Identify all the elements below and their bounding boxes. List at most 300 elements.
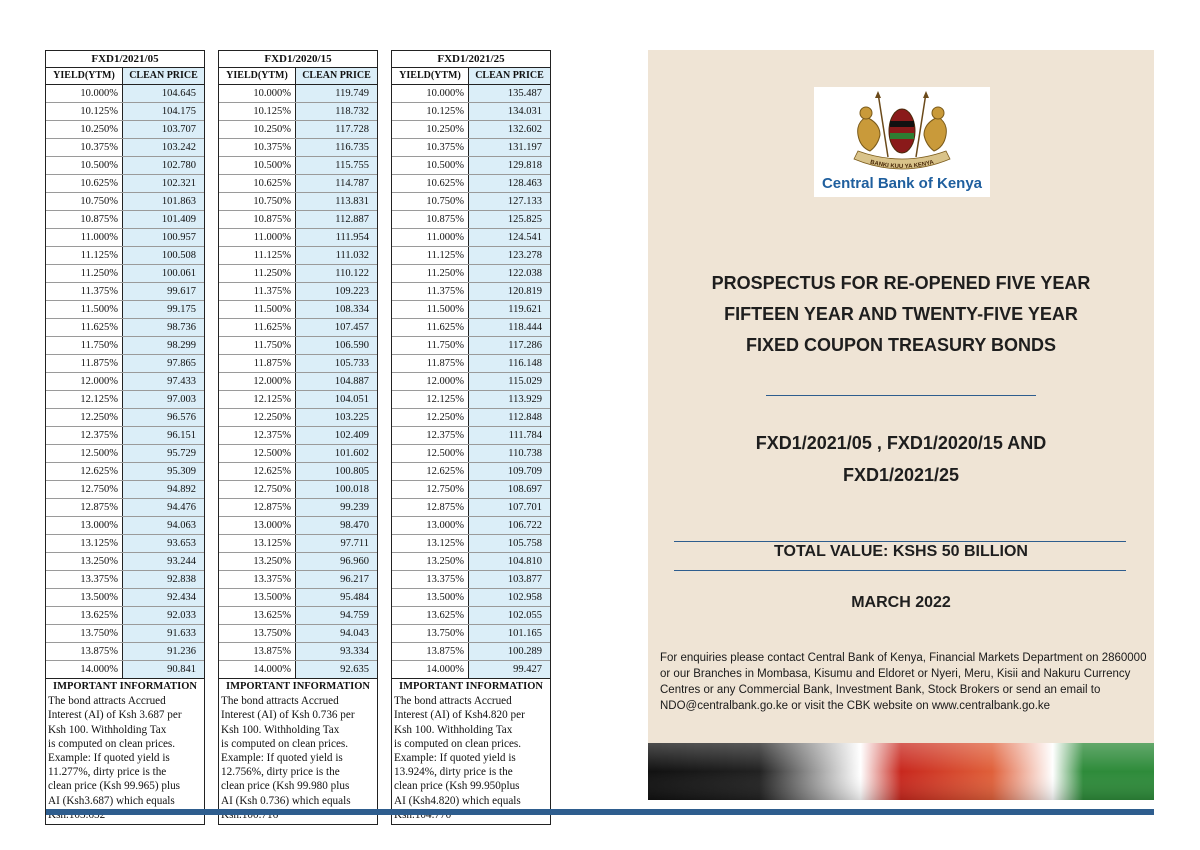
table-row [46, 391, 204, 409]
table-row [219, 103, 377, 121]
clean-price-cell: 97.433 [123, 373, 204, 390]
table-row [46, 103, 204, 121]
table-row [219, 229, 377, 247]
clean-price-cell: 129.818 [469, 157, 550, 174]
yield-cell: 11.875% [46, 355, 123, 372]
yield-cell: 12.375% [219, 427, 296, 444]
table-row [219, 247, 377, 265]
table-row [219, 481, 377, 499]
yield-cell: 13.625% [392, 607, 469, 624]
yield-cell: 10.625% [46, 175, 123, 192]
yield-cell: 13.625% [219, 607, 296, 624]
yield-cell: 11.000% [219, 229, 296, 246]
bond-codes [648, 427, 1154, 491]
yield-cell: 13.000% [219, 517, 296, 534]
clean-price-cell: 134.031 [469, 103, 550, 120]
clean-price-cell: 131.197 [469, 139, 550, 156]
clean-price-cell: 115.029 [469, 373, 550, 390]
yield-cell: 11.500% [392, 301, 469, 318]
table-row [46, 553, 204, 571]
yield-cell: 10.625% [392, 175, 469, 192]
table-row [392, 553, 550, 571]
yield-cell: 12.250% [46, 409, 123, 426]
yield-cell: 14.000% [219, 661, 296, 678]
clean-price-cell: 99.617 [123, 283, 204, 300]
clean-price-cell: 111.954 [296, 229, 377, 246]
clean-price-column-header: CLEAN PRICE [469, 68, 550, 84]
table-row [46, 85, 204, 103]
yield-cell: 12.125% [46, 391, 123, 408]
table-row [219, 427, 377, 445]
clean-price-cell: 92.033 [123, 607, 204, 624]
yield-cell: 13.000% [392, 517, 469, 534]
yield-cell: 13.875% [392, 643, 469, 660]
clean-price-cell: 122.038 [469, 265, 550, 282]
table-row [392, 211, 550, 229]
clean-price-cell: 117.728 [296, 121, 377, 138]
clean-price-cell: 116.148 [469, 355, 550, 372]
yield-cell: 12.375% [46, 427, 123, 444]
yield-cell: 13.125% [46, 535, 123, 552]
divider [766, 395, 1036, 396]
clean-price-cell: 95.484 [296, 589, 377, 606]
total-value: TOTAL VALUE: KSHS 50 BILLION [774, 543, 1028, 560]
clean-price-cell: 98.299 [123, 337, 204, 354]
table-row [46, 139, 204, 157]
clean-price-cell: 108.697 [469, 481, 550, 498]
clean-price-cell: 105.758 [469, 535, 550, 552]
clean-price-cell: 93.244 [123, 553, 204, 570]
clean-price-cell: 124.541 [469, 229, 550, 246]
clean-price-cell: 91.633 [123, 625, 204, 642]
yield-cell: 12.000% [219, 373, 296, 390]
clean-price-cell: 100.018 [296, 481, 377, 498]
yield-cell: 13.250% [392, 553, 469, 570]
clean-price-cell: 99.239 [296, 499, 377, 516]
clean-price-cell: 128.463 [469, 175, 550, 192]
clean-price-cell: 109.709 [469, 463, 550, 480]
yield-cell: 12.250% [392, 409, 469, 426]
yield-cell: 12.875% [46, 499, 123, 516]
table-row [219, 373, 377, 391]
table-row [46, 625, 204, 643]
yield-cell: 10.000% [219, 85, 296, 102]
table-row [392, 355, 550, 373]
yield-cell: 11.125% [392, 247, 469, 264]
yield-cell: 11.625% [219, 319, 296, 336]
table-row [219, 85, 377, 103]
table-row [219, 499, 377, 517]
clean-price-cell: 110.738 [469, 445, 550, 462]
table-row [392, 661, 550, 679]
table-row [46, 337, 204, 355]
yield-cell: 13.500% [392, 589, 469, 606]
clean-price-cell: 101.602 [296, 445, 377, 462]
table-row [46, 265, 204, 283]
table-row [46, 427, 204, 445]
table-row [392, 517, 550, 535]
table-row [46, 175, 204, 193]
yield-column-header: YIELD(YTM) [392, 68, 469, 84]
yield-cell: 11.375% [392, 283, 469, 300]
table-row [219, 175, 377, 193]
yield-cell: 10.500% [46, 157, 123, 174]
yield-cell: 13.125% [219, 535, 296, 552]
clean-price-cell: 104.645 [123, 85, 204, 102]
table-row [219, 571, 377, 589]
yield-cell: 13.250% [46, 553, 123, 570]
clean-price-cell: 100.805 [296, 463, 377, 480]
clean-price-cell: 118.732 [296, 103, 377, 120]
clean-price-cell: 125.825 [469, 211, 550, 228]
clean-price-cell: 102.321 [123, 175, 204, 192]
table-row [46, 409, 204, 427]
clean-price-cell: 103.225 [296, 409, 377, 426]
table-row [392, 409, 550, 427]
yield-cell: 10.875% [46, 211, 123, 228]
clean-price-cell: 98.736 [123, 319, 204, 336]
yield-cell: 10.750% [46, 193, 123, 210]
clean-price-cell: 92.838 [123, 571, 204, 588]
clean-price-cell: 100.061 [123, 265, 204, 282]
clean-price-cell: 100.508 [123, 247, 204, 264]
yield-cell: 13.875% [219, 643, 296, 660]
table-row [392, 535, 550, 553]
clean-price-cell: 102.780 [123, 157, 204, 174]
table-row [46, 121, 204, 139]
clean-price-cell: 120.819 [469, 283, 550, 300]
yield-cell: 10.250% [219, 121, 296, 138]
bond-table-fxd1-2020-15 [218, 50, 378, 825]
table-row [392, 193, 550, 211]
table-row [392, 301, 550, 319]
yield-cell: 11.875% [392, 355, 469, 372]
yield-cell: 10.625% [219, 175, 296, 192]
clean-price-cell: 112.848 [469, 409, 550, 426]
clean-price-cell: 112.887 [296, 211, 377, 228]
table-row [392, 283, 550, 301]
yield-cell: 12.500% [392, 445, 469, 462]
yield-cell: 11.125% [46, 247, 123, 264]
yield-cell: 10.875% [392, 211, 469, 228]
yield-cell: 11.250% [219, 265, 296, 282]
clean-price-cell: 99.427 [469, 661, 550, 678]
table-row [219, 661, 377, 679]
yield-cell: 10.125% [219, 103, 296, 120]
clean-price-cell: 94.892 [123, 481, 204, 498]
clean-price-column-header: CLEAN PRICE [296, 68, 377, 84]
clean-price-cell: 106.590 [296, 337, 377, 354]
clean-price-column-header: CLEAN PRICE [123, 68, 204, 84]
table-row [392, 445, 550, 463]
divider [674, 570, 1126, 571]
clean-price-cell: 108.334 [296, 301, 377, 318]
yield-cell: 11.000% [46, 229, 123, 246]
divider [674, 541, 1126, 542]
table-row [219, 139, 377, 157]
table-row [46, 211, 204, 229]
table-row [392, 121, 550, 139]
clean-price-cell: 96.217 [296, 571, 377, 588]
title-line: PROSPECTUS FOR RE-OPENED FIVE YEAR [711, 273, 1091, 293]
important-information [219, 679, 377, 824]
table-row [219, 355, 377, 373]
table-row [219, 157, 377, 175]
yield-cell: 13.750% [392, 625, 469, 642]
table-row [46, 517, 204, 535]
yield-cell: 10.125% [46, 103, 123, 120]
clean-price-cell: 94.759 [296, 607, 377, 624]
clean-price-cell: 115.755 [296, 157, 377, 174]
table-row [219, 121, 377, 139]
clean-price-cell: 111.784 [469, 427, 550, 444]
clean-price-cell: 118.444 [469, 319, 550, 336]
yield-cell: 11.625% [46, 319, 123, 336]
yield-cell: 14.000% [392, 661, 469, 678]
title-line: FIFTEEN YEAR AND TWENTY-FIVE YEAR [724, 304, 1078, 324]
clean-price-cell: 123.278 [469, 247, 550, 264]
bond-table-title: FXD1/2021/25 [392, 51, 550, 68]
yield-cell: 13.500% [219, 589, 296, 606]
table-row [46, 355, 204, 373]
yield-cell: 13.875% [46, 643, 123, 660]
yield-cell: 13.125% [392, 535, 469, 552]
table-row [46, 481, 204, 499]
clean-price-cell: 100.957 [123, 229, 204, 246]
table-row [219, 517, 377, 535]
clean-price-cell: 105.733 [296, 355, 377, 372]
important-information-title: IMPORTANT INFORMATION [52, 681, 197, 692]
table-row [46, 373, 204, 391]
yield-cell: 10.375% [392, 139, 469, 156]
clean-price-cell: 107.701 [469, 499, 550, 516]
clean-price-cell: 98.470 [296, 517, 377, 534]
table-row [46, 229, 204, 247]
clean-price-cell: 117.286 [469, 337, 550, 354]
bond-rows [46, 85, 204, 679]
table-row [392, 229, 550, 247]
yield-cell: 10.500% [392, 157, 469, 174]
bond-rows [392, 85, 550, 679]
important-information [392, 679, 550, 824]
yield-cell: 12.500% [219, 445, 296, 462]
clean-price-cell: 113.929 [469, 391, 550, 408]
bond-table-fxd1-2021-05 [45, 50, 205, 825]
yield-cell: 13.625% [46, 607, 123, 624]
clean-price-cell: 91.236 [123, 643, 204, 660]
table-row [219, 391, 377, 409]
bond-table-header [46, 68, 204, 85]
yield-cell: 12.000% [392, 373, 469, 390]
clean-price-cell: 95.309 [123, 463, 204, 480]
clean-price-cell: 114.787 [296, 175, 377, 192]
clean-price-cell: 93.653 [123, 535, 204, 552]
clean-price-cell: 103.707 [123, 121, 204, 138]
yield-cell: 10.125% [392, 103, 469, 120]
yield-cell: 12.125% [219, 391, 296, 408]
yield-cell: 10.250% [46, 121, 123, 138]
clean-price-cell: 101.165 [469, 625, 550, 642]
yield-cell: 13.375% [219, 571, 296, 588]
yield-cell: 12.375% [392, 427, 469, 444]
clean-price-cell: 102.055 [469, 607, 550, 624]
yield-cell: 12.250% [219, 409, 296, 426]
important-information-text: The bond attracts Accrued Interest (AI) of Ksh 0.736 per Ksh 100. Withholding Tax is computed on clean prices. Example: If quoted yield is 12.756%, dirty price is the clean price (Ksh 99.980 plus AI (Ksh 0.736) which equals [221, 695, 355, 807]
table-row [219, 301, 377, 319]
clean-price-cell: 127.133 [469, 193, 550, 210]
important-information-title: IMPORTANT INFORMATION [398, 681, 543, 692]
footer-rule [46, 809, 1154, 815]
table-row [219, 643, 377, 661]
logo-label: Central Bank of Kenya [821, 175, 983, 192]
yield-cell: 12.750% [46, 481, 123, 498]
clean-price-cell: 92.635 [296, 661, 377, 678]
table-row [219, 193, 377, 211]
bond-table-header [219, 68, 377, 85]
table-row [392, 319, 550, 337]
clean-price-cell: 111.032 [296, 247, 377, 264]
yield-cell: 12.750% [392, 481, 469, 498]
yield-cell: 12.625% [219, 463, 296, 480]
table-row [46, 589, 204, 607]
table-row [392, 589, 550, 607]
clean-price-cell: 96.960 [296, 553, 377, 570]
coat-of-arms-icon [814, 87, 990, 175]
table-row [46, 157, 204, 175]
table-row [392, 463, 550, 481]
yield-cell: 12.875% [392, 499, 469, 516]
yield-cell: 11.125% [219, 247, 296, 264]
table-row [219, 607, 377, 625]
table-row [392, 643, 550, 661]
table-row [392, 103, 550, 121]
yield-cell: 10.750% [392, 193, 469, 210]
bond-rows [219, 85, 377, 679]
clean-price-cell: 90.841 [123, 661, 204, 678]
clean-price-cell: 94.063 [123, 517, 204, 534]
clean-price-cell: 119.749 [296, 85, 377, 102]
yield-cell: 10.000% [392, 85, 469, 102]
table-row [46, 499, 204, 517]
table-row [46, 247, 204, 265]
clean-price-cell: 93.334 [296, 643, 377, 660]
table-row [219, 409, 377, 427]
table-row [219, 265, 377, 283]
table-row [219, 337, 377, 355]
clean-price-cell: 132.602 [469, 121, 550, 138]
clean-price-cell: 97.865 [123, 355, 204, 372]
table-row [46, 535, 204, 553]
table-row [392, 391, 550, 409]
yield-cell: 11.375% [219, 283, 296, 300]
important-information-text: The bond attracts Accrued Interest (AI) of Ksh 3.687 per Ksh 100. Withholding Tax is computed on clean prices. Example: If quoted yield is 11.277%, dirty price is the clean price (Ksh 99.965) plus AI (Ksh3.687) which equals [48, 695, 182, 807]
yield-cell: 13.250% [219, 553, 296, 570]
bond-codes-line: FXD1/2021/05 , FXD1/2020/15 AND [755, 433, 1047, 453]
table-row [219, 211, 377, 229]
clean-price-cell: 94.476 [123, 499, 204, 516]
table-row [392, 265, 550, 283]
clean-price-cell: 104.810 [469, 553, 550, 570]
table-row [46, 193, 204, 211]
table-row [392, 139, 550, 157]
table-row [392, 85, 550, 103]
table-row [219, 445, 377, 463]
enquiries-text: For enquiries please contact Central Bank of Kenya, Financial Markets Department on 2860000 or our Branches in Mombasa, Kisumu and Eldoret or Nyeri, Meru, Kisii and Nakuru Currency Centres or any Commercial Bank, Investment Bank, Stock Brokers or send an email to NDO@centralbank.go.ke or visit the CBK website on www.centralbank.go.ke [660, 652, 1147, 712]
yield-cell: 11.500% [219, 301, 296, 318]
clean-price-cell: 104.051 [296, 391, 377, 408]
clean-price-cell: 103.242 [123, 139, 204, 156]
prospectus-cover-panel [648, 50, 1154, 800]
clean-price-cell: 106.722 [469, 517, 550, 534]
table-row [219, 553, 377, 571]
table-row [46, 643, 204, 661]
yield-cell: 11.750% [392, 337, 469, 354]
clean-price-cell: 119.621 [469, 301, 550, 318]
table-row [219, 283, 377, 301]
clean-price-cell: 113.831 [296, 193, 377, 210]
table-row [392, 571, 550, 589]
table-row [219, 625, 377, 643]
table-row [392, 427, 550, 445]
clean-price-cell: 96.151 [123, 427, 204, 444]
clean-price-cell: 103.877 [469, 571, 550, 588]
yield-cell: 13.500% [46, 589, 123, 606]
table-row [219, 535, 377, 553]
clean-price-cell: 116.735 [296, 139, 377, 156]
table-row [46, 301, 204, 319]
issue-date: MARCH 2022 [851, 594, 951, 611]
yield-cell: 12.000% [46, 373, 123, 390]
table-row [46, 571, 204, 589]
table-row [46, 445, 204, 463]
clean-price-cell: 92.434 [123, 589, 204, 606]
bond-table-header [392, 68, 550, 85]
table-row [392, 157, 550, 175]
table-row [392, 373, 550, 391]
important-information-title: IMPORTANT INFORMATION [225, 681, 370, 692]
yield-cell: 13.750% [219, 625, 296, 642]
yield-cell: 13.750% [46, 625, 123, 642]
logo-ribbon-text: BANKI KUU YA KENYA [869, 159, 935, 171]
bond-table-title: FXD1/2020/15 [219, 51, 377, 68]
bond-table-title: FXD1/2021/05 [46, 51, 204, 68]
clean-price-cell: 101.409 [123, 211, 204, 228]
yield-cell: 11.375% [46, 283, 123, 300]
clean-price-cell: 107.457 [296, 319, 377, 336]
bond-codes-line: FXD1/2021/25 [842, 465, 960, 485]
clean-price-cell: 101.863 [123, 193, 204, 210]
yield-cell: 12.625% [392, 463, 469, 480]
important-information-text: The bond attracts Accrued Interest (AI) of Ksh4.820 per Ksh 100. Withholding Tax is computed on clean prices. Example: If quoted yield is 13.924%, dirty price is the clean price (Ksh 99.950plus AI (Ksh4.820) which equals [394, 695, 525, 807]
clean-price-cell: 96.576 [123, 409, 204, 426]
clean-price-cell: 95.729 [123, 445, 204, 462]
yield-cell: 11.875% [219, 355, 296, 372]
clean-price-cell: 104.175 [123, 103, 204, 120]
table-row [46, 283, 204, 301]
clean-price-cell: 100.289 [469, 643, 550, 660]
clean-price-cell: 97.711 [296, 535, 377, 552]
yield-cell: 11.000% [392, 229, 469, 246]
yield-cell: 13.000% [46, 517, 123, 534]
table-row [392, 247, 550, 265]
clean-price-cell: 97.003 [123, 391, 204, 408]
bond-table-fxd1-2021-25 [391, 50, 551, 825]
yield-cell: 10.500% [219, 157, 296, 174]
table-row [392, 607, 550, 625]
clean-price-cell: 102.958 [469, 589, 550, 606]
clean-price-cell: 109.223 [296, 283, 377, 300]
clean-price-cell: 102.409 [296, 427, 377, 444]
